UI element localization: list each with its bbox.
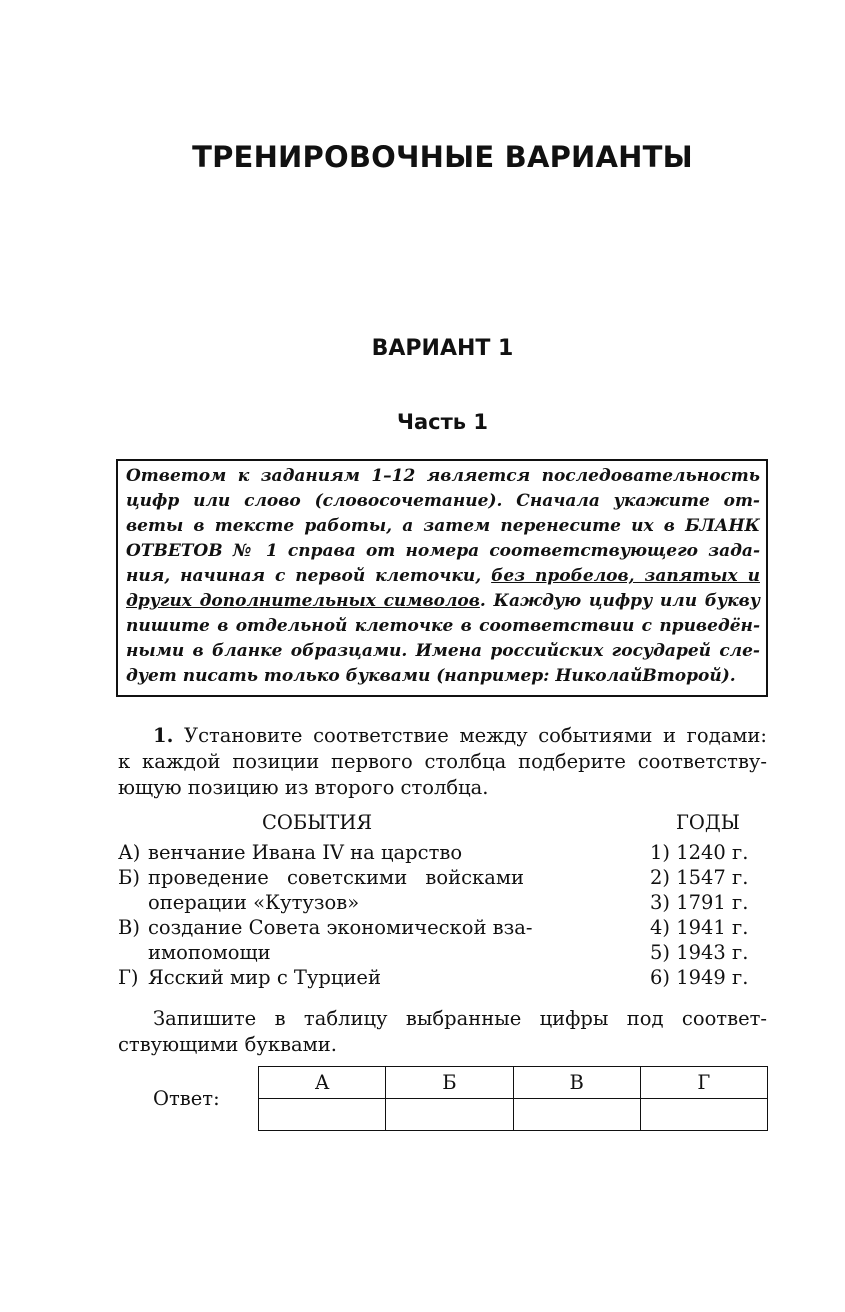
- year-item: 6) 1949 г.: [650, 966, 749, 989]
- instructions-line: ными в бланке образцами. Имена российских государей сле-: [126, 641, 760, 661]
- event-text: создание Совета экономической вза-: [148, 916, 533, 939]
- answer-header-row: [259, 1067, 768, 1099]
- event-text: Ясский мир с Турцией: [148, 966, 381, 989]
- instructions-text: . Каждую цифру или букву: [479, 591, 760, 611]
- event-text: имопомощи: [148, 941, 271, 964]
- events-column-header: СОБЫТИЯ: [262, 811, 373, 834]
- instructions-box: [116, 459, 768, 697]
- instructions-text: ния, начиная с первой клеточки,: [126, 566, 492, 586]
- write-instruction-line: ствующими буквами.: [118, 1033, 337, 1056]
- year-item: 3) 1791 г.: [650, 891, 749, 914]
- instructions-underlined-text: других дополнительных символов: [126, 591, 480, 611]
- answer-cell-b[interactable]: [386, 1099, 513, 1131]
- instructions-line: [126, 564, 760, 589]
- answer-column-header: А: [259, 1067, 386, 1099]
- event-text: операции «Кутузов»: [148, 891, 360, 914]
- write-instruction-line: Запишите в таблицу выбранные цифры под соответ-: [153, 1007, 767, 1030]
- instructions-line: Ответом к заданиям 1–12 является последовательность: [126, 466, 760, 486]
- event-label: Б): [118, 866, 140, 889]
- event-text: проведение советскими войсками: [148, 866, 524, 889]
- answer-cell-v[interactable]: [513, 1099, 640, 1131]
- task-prompt-text: Установите соответствие между событиями и годами:: [184, 724, 767, 747]
- part-title: Часть 1: [397, 410, 488, 434]
- event-label: А): [118, 841, 141, 864]
- year-item: 4) 1941 г.: [650, 916, 749, 939]
- event-label: В): [118, 916, 140, 939]
- year-item: 2) 1547 г.: [650, 866, 749, 889]
- answer-column-header: Г: [640, 1067, 767, 1099]
- task-number: 1.: [153, 724, 174, 747]
- event-text: венчание Ивана IV на царство: [148, 841, 463, 864]
- answer-label: Ответ:: [153, 1087, 220, 1110]
- task-prompt-line: к каждой позиции первого столбца подберите соответству-: [118, 750, 767, 773]
- variant-title: ВАРИАНТ 1: [371, 336, 514, 361]
- instructions-line: пишите в отдельной клеточке в соответствии с приведён-: [126, 616, 760, 636]
- year-item: 1) 1240 г.: [650, 841, 749, 864]
- task-prompt-line: [153, 723, 767, 749]
- instructions-line: [126, 589, 760, 614]
- instructions-underlined-text: без пробелов, запятых и: [491, 566, 760, 586]
- answer-cell-g[interactable]: [640, 1099, 767, 1131]
- instructions-line: дует писать только буквами (например: НиколайВторой).: [126, 666, 736, 686]
- instructions-line: веты в тексте работы, а затем перенесите их в БЛАНК: [126, 516, 760, 536]
- task-prompt-line: ющую позицию из второго столбца.: [118, 776, 489, 799]
- answer-cell-a[interactable]: [259, 1099, 386, 1131]
- years-column-header: ГОДЫ: [676, 811, 740, 834]
- answer-input-row: [259, 1099, 768, 1131]
- answer-column-header: Б: [386, 1067, 513, 1099]
- instructions-line: ОТВЕТОВ № 1 справа от номера соответствующего зада-: [126, 541, 760, 561]
- event-label: Г): [118, 966, 139, 989]
- answer-table: [258, 1066, 768, 1131]
- page-title: ТРЕНИРОВОЧНЫЕ ВАРИАНТЫ: [192, 140, 693, 174]
- answer-column-header: В: [513, 1067, 640, 1099]
- instructions-line: цифр или слово (словосочетание). Сначала укажите от-: [126, 491, 760, 511]
- year-item: 5) 1943 г.: [650, 941, 749, 964]
